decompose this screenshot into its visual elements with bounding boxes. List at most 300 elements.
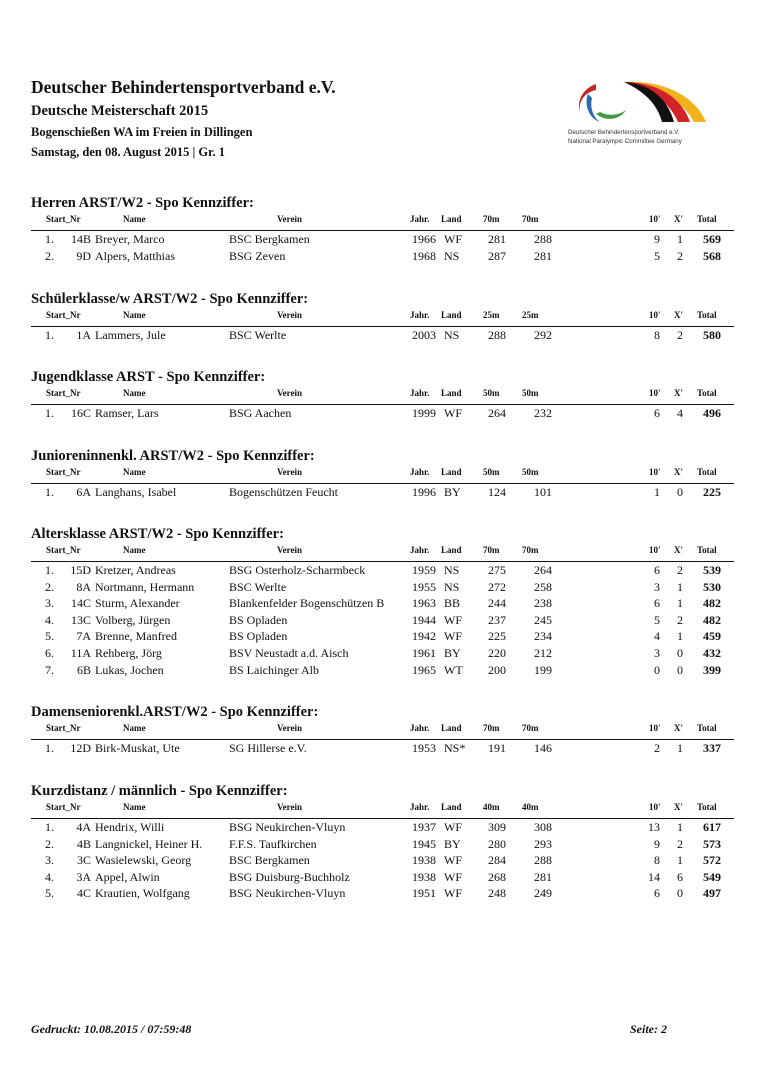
birth-year: 1996: [412, 485, 436, 499]
dbs-logo: [566, 72, 716, 152]
rank: 5.: [45, 629, 54, 644]
col-distance-1: 50m: [483, 467, 500, 477]
section-title: Junioreninnenkl. ARST/W2 - Spo Kennziffer:: [31, 448, 315, 464]
start-number: 16C: [70, 406, 91, 420]
birth-year: 1968: [412, 248, 436, 263]
start-number: 7A: [76, 629, 91, 644]
col-jahr: Jahr.: [410, 214, 430, 224]
table-row: [31, 231, 734, 248]
x-count: 1: [677, 596, 683, 611]
total-score: 459: [703, 629, 721, 644]
score-distance-1: 268: [488, 869, 506, 884]
state: NS: [444, 328, 460, 342]
score-distance-1: 124: [488, 485, 506, 499]
club: BS Laichinger Alb: [229, 662, 319, 677]
club: Blankenfelder Bogenschützen B: [229, 596, 385, 611]
score-distance-2: 232: [534, 406, 552, 420]
table-row: [31, 579, 734, 596]
tens-count: 3: [654, 645, 660, 660]
table-row: [31, 740, 734, 757]
total-score: 580: [703, 328, 721, 342]
state: WF: [444, 853, 462, 868]
club: SG Hillerse e.V.: [229, 741, 307, 755]
state: WF: [444, 629, 462, 644]
athlete-name: Rehberg, Jörg: [95, 645, 162, 660]
col-tens: 10': [649, 214, 661, 224]
col-jahr: Jahr.: [410, 802, 430, 812]
state: BY: [444, 485, 461, 499]
birth-year: 1951: [412, 886, 436, 901]
score-distance-1: 272: [488, 579, 506, 594]
score-distance-2: 258: [534, 579, 552, 594]
athlete-name: Wasielewski, Georg: [95, 853, 192, 868]
tens-count: 9: [654, 232, 660, 246]
x-count: 1: [677, 629, 683, 644]
table-row: [31, 562, 734, 579]
col-jahr: Jahr.: [410, 467, 430, 477]
x-count: 1: [677, 579, 683, 594]
birth-year: 1953: [412, 741, 436, 755]
col-x: X': [674, 388, 683, 398]
start-number: 13C: [70, 612, 91, 627]
score-distance-1: 200: [488, 662, 506, 677]
col-jahr: Jahr.: [410, 388, 430, 398]
score-distance-1: 237: [488, 612, 506, 627]
col-distance-1: 40m: [483, 802, 500, 812]
state: WF: [444, 232, 462, 246]
col-distance-2: 70m: [522, 214, 539, 224]
state: NS: [444, 579, 460, 594]
col-land: Land: [441, 310, 462, 320]
col-name: Name: [123, 214, 146, 224]
col-verein: Verein: [277, 467, 303, 477]
rank: 4.: [45, 612, 54, 627]
score-distance-2: 288: [534, 232, 552, 246]
start-number: 9D: [76, 248, 91, 263]
col-distance-1: 50m: [483, 388, 500, 398]
col-jahr: Jahr.: [410, 310, 430, 320]
tens-count: 13: [648, 820, 660, 834]
col-name: Name: [123, 467, 146, 477]
event-title: Deutsche Meisterschaft 2015: [31, 103, 209, 119]
rank: 1.: [45, 820, 54, 834]
score-distance-1: 191: [488, 741, 506, 755]
club: BSG Zeven: [229, 248, 286, 263]
state: BY: [444, 836, 461, 851]
rank: 2.: [45, 579, 54, 594]
total-score: 539: [703, 563, 721, 577]
x-count: 1: [677, 820, 683, 834]
col-x: X': [674, 802, 683, 812]
rank: 1.: [45, 328, 54, 342]
state: WT: [444, 662, 463, 677]
club: BSG Neukirchen-Vluyn: [229, 886, 346, 901]
col-distance-2: 50m: [522, 467, 539, 477]
tens-count: 0: [654, 662, 660, 677]
result-section: [31, 782, 734, 902]
x-count: 2: [677, 328, 683, 342]
total-score: 549: [703, 869, 721, 884]
rank: 3.: [45, 596, 54, 611]
club: BSG Duisburg-Buchholz: [229, 869, 350, 884]
tens-count: 4: [654, 629, 660, 644]
x-count: 0: [677, 886, 683, 901]
tens-count: 5: [654, 248, 660, 263]
start-number: 14C: [70, 596, 91, 611]
athlete-name: Appel, Alwin: [95, 869, 160, 884]
col-tens: 10': [649, 802, 661, 812]
score-distance-1: 281: [488, 232, 506, 246]
logo-caption-line2: National Paralympic Committee Germany: [568, 138, 682, 145]
x-count: 2: [677, 612, 683, 627]
col-x: X': [674, 723, 683, 733]
col-tens: 10': [649, 545, 661, 555]
document-header: [31, 76, 336, 163]
club: BSC Werlte: [229, 328, 287, 342]
rank: 2.: [45, 248, 54, 263]
total-score: 399: [703, 662, 721, 677]
col-start-nr: Start_Nr: [46, 723, 81, 733]
state: WF: [444, 612, 462, 627]
col-x: X': [674, 545, 683, 555]
score-distance-2: 281: [534, 869, 552, 884]
club: BSV Neustadt a.d. Aisch: [229, 645, 349, 660]
section-title: Schülerklasse/w ARST/W2 - Spo Kennziffer:: [31, 291, 309, 307]
x-count: 0: [677, 645, 683, 660]
tens-count: 6: [654, 563, 660, 577]
col-verein: Verein: [277, 802, 303, 812]
birth-year: 1944: [412, 612, 436, 627]
total-score: 569: [703, 232, 721, 246]
start-number: 15D: [70, 563, 91, 577]
club: BSC Bergkamen: [229, 853, 310, 868]
table-row: [31, 869, 734, 886]
x-count: 2: [677, 836, 683, 851]
result-section: [31, 194, 734, 264]
column-header-row: [31, 545, 734, 560]
col-land: Land: [441, 388, 462, 398]
col-jahr: Jahr.: [410, 723, 430, 733]
x-count: 2: [677, 248, 683, 263]
start-number: 3A: [76, 869, 91, 884]
col-start-nr: Start_Nr: [46, 467, 81, 477]
rank: 1.: [45, 741, 54, 755]
table-row: [31, 819, 734, 836]
table-row: [31, 628, 734, 645]
section-title: Jugendklasse ARST - Spo Kennziffer:: [31, 369, 266, 385]
result-section: [31, 290, 734, 344]
col-x: X': [674, 467, 683, 477]
birth-year: 1937: [412, 820, 436, 834]
birth-year: 1945: [412, 836, 436, 851]
discipline-title: Bogenschießen WA im Freien in Dillingen: [31, 125, 253, 139]
table-row: [31, 885, 734, 902]
rank: 2.: [45, 836, 54, 851]
col-distance-1: 25m: [483, 310, 500, 320]
score-distance-1: 220: [488, 645, 506, 660]
col-name: Name: [123, 310, 146, 320]
tens-count: 6: [654, 596, 660, 611]
club: BSG Aachen: [229, 406, 292, 420]
state: BY: [444, 645, 461, 660]
total-score: 482: [703, 612, 721, 627]
club: BSC Werlte: [229, 579, 287, 594]
tens-count: 3: [654, 579, 660, 594]
club: BSG Neukirchen-Vluyn: [229, 820, 346, 834]
score-distance-1: 288: [488, 328, 506, 342]
score-distance-1: 264: [488, 406, 506, 420]
start-number: 14B: [70, 232, 91, 246]
start-number: 4C: [76, 886, 91, 901]
result-section: [31, 703, 734, 757]
total-score: 573: [703, 836, 721, 851]
tens-count: 6: [654, 406, 660, 420]
table-row: [31, 612, 734, 629]
athlete-name: Langnickel, Heiner H.: [95, 836, 203, 851]
col-distance-2: 40m: [522, 802, 539, 812]
rank: 7.: [45, 662, 54, 677]
table-row: [31, 248, 734, 265]
start-number: 4A: [76, 820, 91, 834]
score-distance-2: 264: [534, 563, 552, 577]
birth-year: 2003: [412, 328, 436, 342]
rank: 6.: [45, 645, 54, 660]
tens-count: 8: [654, 853, 660, 868]
result-section: [31, 368, 734, 422]
start-number: 4B: [76, 836, 91, 851]
col-name: Name: [123, 723, 146, 733]
section-title: Altersklasse ARST/W2 - Spo Kennziffer:: [31, 526, 284, 542]
col-total: Total: [697, 723, 717, 733]
score-distance-2: 308: [534, 820, 552, 834]
athlete-name: Lammers, Jule: [95, 328, 166, 342]
tens-count: 1: [654, 485, 660, 499]
x-count: 1: [677, 853, 683, 868]
score-distance-2: 292: [534, 328, 552, 342]
col-distance-2: 50m: [522, 388, 539, 398]
tens-count: 9: [654, 836, 660, 851]
birth-year: 1999: [412, 406, 436, 420]
col-start-nr: Start_Nr: [46, 214, 81, 224]
col-tens: 10': [649, 723, 661, 733]
rank: 5.: [45, 886, 54, 901]
athlete-name: Nortmann, Hermann: [95, 579, 195, 594]
score-distance-1: 309: [488, 820, 506, 834]
column-header-row: [31, 388, 734, 403]
col-tens: 10': [649, 467, 661, 477]
score-distance-1: 225: [488, 629, 506, 644]
page-number: Seite: 2: [630, 1022, 667, 1036]
col-land: Land: [441, 545, 462, 555]
club: BSG Osterholz-Scharmbeck: [229, 563, 366, 577]
athlete-name: Volberg, Jürgen: [95, 612, 171, 627]
col-total: Total: [697, 802, 717, 812]
col-tens: 10': [649, 310, 661, 320]
col-distance-2: 70m: [522, 723, 539, 733]
col-land: Land: [441, 467, 462, 477]
athlete-name: Brenne, Manfred: [95, 629, 177, 644]
col-verein: Verein: [277, 723, 303, 733]
rank: 1.: [45, 563, 54, 577]
start-number: 11A: [70, 645, 91, 660]
start-number: 6B: [76, 662, 91, 677]
tens-count: 2: [654, 741, 660, 755]
score-distance-2: 234: [534, 629, 552, 644]
birth-year: 1963: [412, 596, 436, 611]
score-distance-1: 284: [488, 853, 506, 868]
state: WF: [444, 869, 462, 884]
state: NS: [444, 248, 460, 263]
paralympic-agitos-icon: [566, 72, 716, 128]
total-score: 617: [703, 820, 721, 834]
col-distance-1: 70m: [483, 545, 500, 555]
state: BB: [444, 596, 461, 611]
state: NS*: [444, 741, 466, 755]
athlete-name: Krautien, Wolfgang: [95, 886, 190, 901]
col-distance-2: 70m: [522, 545, 539, 555]
column-header-row: [31, 310, 734, 325]
table-row: [31, 595, 734, 612]
column-header-row: [31, 214, 734, 229]
total-score: 225: [703, 485, 721, 499]
x-count: 6: [677, 869, 683, 884]
state: WF: [444, 886, 462, 901]
tens-count: 8: [654, 328, 660, 342]
total-score: 568: [703, 248, 721, 263]
rank: 4.: [45, 869, 54, 884]
table-row: [31, 327, 734, 344]
score-distance-1: 248: [488, 886, 506, 901]
state: WF: [444, 820, 462, 834]
total-score: 572: [703, 853, 721, 868]
score-distance-2: 281: [534, 248, 552, 263]
x-count: 0: [677, 485, 683, 499]
state: WF: [444, 406, 462, 420]
state: NS: [444, 563, 460, 577]
column-header-row: [31, 802, 734, 817]
section-title: Herren ARST/W2 - Spo Kennziffer:: [31, 195, 254, 211]
table-row: [31, 645, 734, 662]
date-group: Samstag, den 08. August 2015 | Gr. 1: [31, 145, 225, 159]
column-header-row: [31, 467, 734, 482]
col-distance-1: 70m: [483, 723, 500, 733]
birth-year: 1938: [412, 869, 436, 884]
col-x: X': [674, 214, 683, 224]
printed-timestamp: Gedruckt: 10.08.2015 / 07:59:48: [31, 1022, 192, 1036]
col-land: Land: [441, 802, 462, 812]
table-row: [31, 484, 734, 501]
col-verein: Verein: [277, 214, 303, 224]
col-start-nr: Start_Nr: [46, 802, 81, 812]
birth-year: 1942: [412, 629, 436, 644]
col-verein: Verein: [277, 310, 303, 320]
start-number: 6A: [76, 485, 91, 499]
score-distance-1: 287: [488, 248, 506, 263]
col-verein: Verein: [277, 388, 303, 398]
col-land: Land: [441, 214, 462, 224]
tens-count: 5: [654, 612, 660, 627]
rank: 1.: [45, 232, 54, 246]
col-distance-1: 70m: [483, 214, 500, 224]
result-section: [31, 447, 734, 501]
result-section: [31, 525, 734, 678]
score-distance-2: 101: [534, 485, 552, 499]
table-row: [31, 405, 734, 422]
birth-year: 1938: [412, 853, 436, 868]
col-start-nr: Start_Nr: [46, 545, 81, 555]
club: F.F.S. Taufkirchen: [229, 836, 317, 851]
section-title: Kurzdistanz / männlich - Spo Kennziffer:: [31, 783, 288, 799]
athlete-name: Kretzer, Andreas: [95, 563, 176, 577]
total-score: 337: [703, 741, 721, 755]
section-title: Damenseniorenkl.ARST/W2 - Spo Kennziffer:: [31, 704, 319, 720]
col-total: Total: [697, 388, 717, 398]
score-distance-2: 146: [534, 741, 552, 755]
x-count: 2: [677, 563, 683, 577]
total-score: 482: [703, 596, 721, 611]
athlete-name: Sturm, Alexander: [95, 596, 180, 611]
start-number: 8A: [76, 579, 91, 594]
score-distance-2: 238: [534, 596, 552, 611]
rank: 1.: [45, 406, 54, 420]
x-count: 1: [677, 232, 683, 246]
score-distance-1: 244: [488, 596, 506, 611]
birth-year: 1961: [412, 645, 436, 660]
col-verein: Verein: [277, 545, 303, 555]
table-row: [31, 852, 734, 869]
start-number: 3C: [76, 853, 91, 868]
tens-count: 6: [654, 886, 660, 901]
col-jahr: Jahr.: [410, 545, 430, 555]
col-x: X': [674, 310, 683, 320]
athlete-name: Birk-Muskat, Ute: [95, 741, 180, 755]
x-count: 4: [677, 406, 683, 420]
tens-count: 14: [648, 869, 660, 884]
col-name: Name: [123, 545, 146, 555]
birth-year: 1959: [412, 563, 436, 577]
birth-year: 1965: [412, 662, 436, 677]
birth-year: 1966: [412, 232, 436, 246]
athlete-name: Ramser, Lars: [95, 406, 159, 420]
score-distance-2: 288: [534, 853, 552, 868]
rank: 1.: [45, 485, 54, 499]
col-tens: 10': [649, 388, 661, 398]
table-row: [31, 662, 734, 679]
total-score: 496: [703, 406, 721, 420]
score-distance-2: 293: [534, 836, 552, 851]
score-distance-2: 212: [534, 645, 552, 660]
start-number: 1A: [76, 328, 91, 342]
col-start-nr: Start_Nr: [46, 310, 81, 320]
x-count: 1: [677, 741, 683, 755]
athlete-name: Langhans, Isabel: [95, 485, 177, 499]
score-distance-1: 280: [488, 836, 506, 851]
col-total: Total: [697, 467, 717, 477]
col-name: Name: [123, 802, 146, 812]
col-total: Total: [697, 310, 717, 320]
x-count: 0: [677, 662, 683, 677]
athlete-name: Alpers, Matthias: [95, 248, 175, 263]
col-name: Name: [123, 388, 146, 398]
start-number: 12D: [70, 741, 91, 755]
birth-year: 1955: [412, 579, 436, 594]
score-distance-2: 249: [534, 886, 552, 901]
club: BS Opladen: [229, 629, 288, 644]
table-row: [31, 836, 734, 853]
organization-title: Deutscher Behindertensportverband e.V.: [31, 77, 336, 97]
col-total: Total: [697, 214, 717, 224]
athlete-name: Hendrix, Willi: [95, 820, 165, 834]
